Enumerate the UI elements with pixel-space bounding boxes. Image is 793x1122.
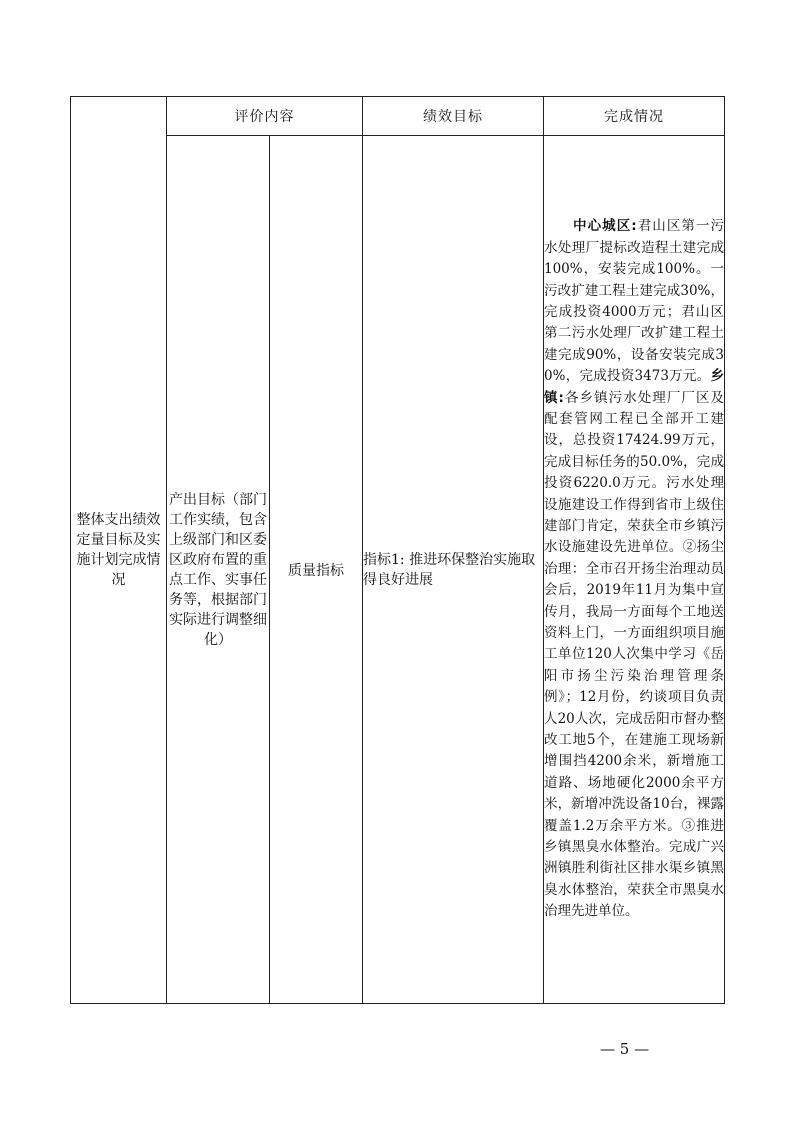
header-goal: 绩效目标 xyxy=(363,97,544,136)
completion-text-city: 君山区第一污水处理厂提标改造程土建完成100%，安装完成100%。一污改扩建工程土建完成30%，完成投资4000万元；君山区第二污水处理厂改扩建工程土建完成90%，设备安装完成30%，完成投资3473万元。 xyxy=(544,218,724,385)
category-text: 整体支出绩效定量目标及实施计划完成情况 xyxy=(76,512,161,588)
output-target-text: 产出目标（部门工作实绩，包含上级部门和区委区政府布置的重点工作、实事任务等，根据部门实际进行调整细化） xyxy=(169,491,267,648)
completion-heading-city: 中心城区: xyxy=(572,218,637,235)
completion-cell xyxy=(544,136,725,1004)
output-target-cell xyxy=(167,136,270,1004)
header-completion: 完成情况 xyxy=(544,97,725,136)
evaluation-table xyxy=(70,96,725,1004)
page-number: — 5 — xyxy=(600,1040,650,1058)
category-cell xyxy=(71,97,167,1004)
completion-text-towns: 各乡镇污水处理厂厂区及配套管网工程已全部开工建设，总投资17424.99万元，完成目标任务的50.0%，完成投资6220.0万元。污水处理设施建设工作得到省市上级住建部门肯定，荣获全市乡镇污水设施建设先进单位。②扬尘治理：全市召开扬尘治理动员会后，2019年11月为集中宣传月，我局一方面每个工地送资料上门，一方面组织项目施工单位120人次集中学习《岳阳市扬尘污染治理管理条例》；12月份，约谈项目负责人20人次，完成岳阳市督办整改工地5个，在建施工现场新增围挡4200余米，新增施工道路、场地硬化2000余平方米，新增冲洗设备10台，裸露覆盖1.2万余平方米。③推进乡镇黑臭水体整治。完成广兴洲镇胜利街社区排水渠乡镇黑臭水体整治，荣获全市黑臭水治理先进单位。 xyxy=(544,389,724,920)
header-content: 评价内容 xyxy=(167,97,363,136)
indicator-type-cell xyxy=(270,136,363,1004)
goal-cell xyxy=(363,136,544,1004)
completion-heading-towns: 乡镇: xyxy=(544,368,724,406)
indicator-type-text: 质量指标 xyxy=(288,562,344,579)
goal-text: 指标1: 推进环保整治实施取得良好进展 xyxy=(363,551,536,588)
